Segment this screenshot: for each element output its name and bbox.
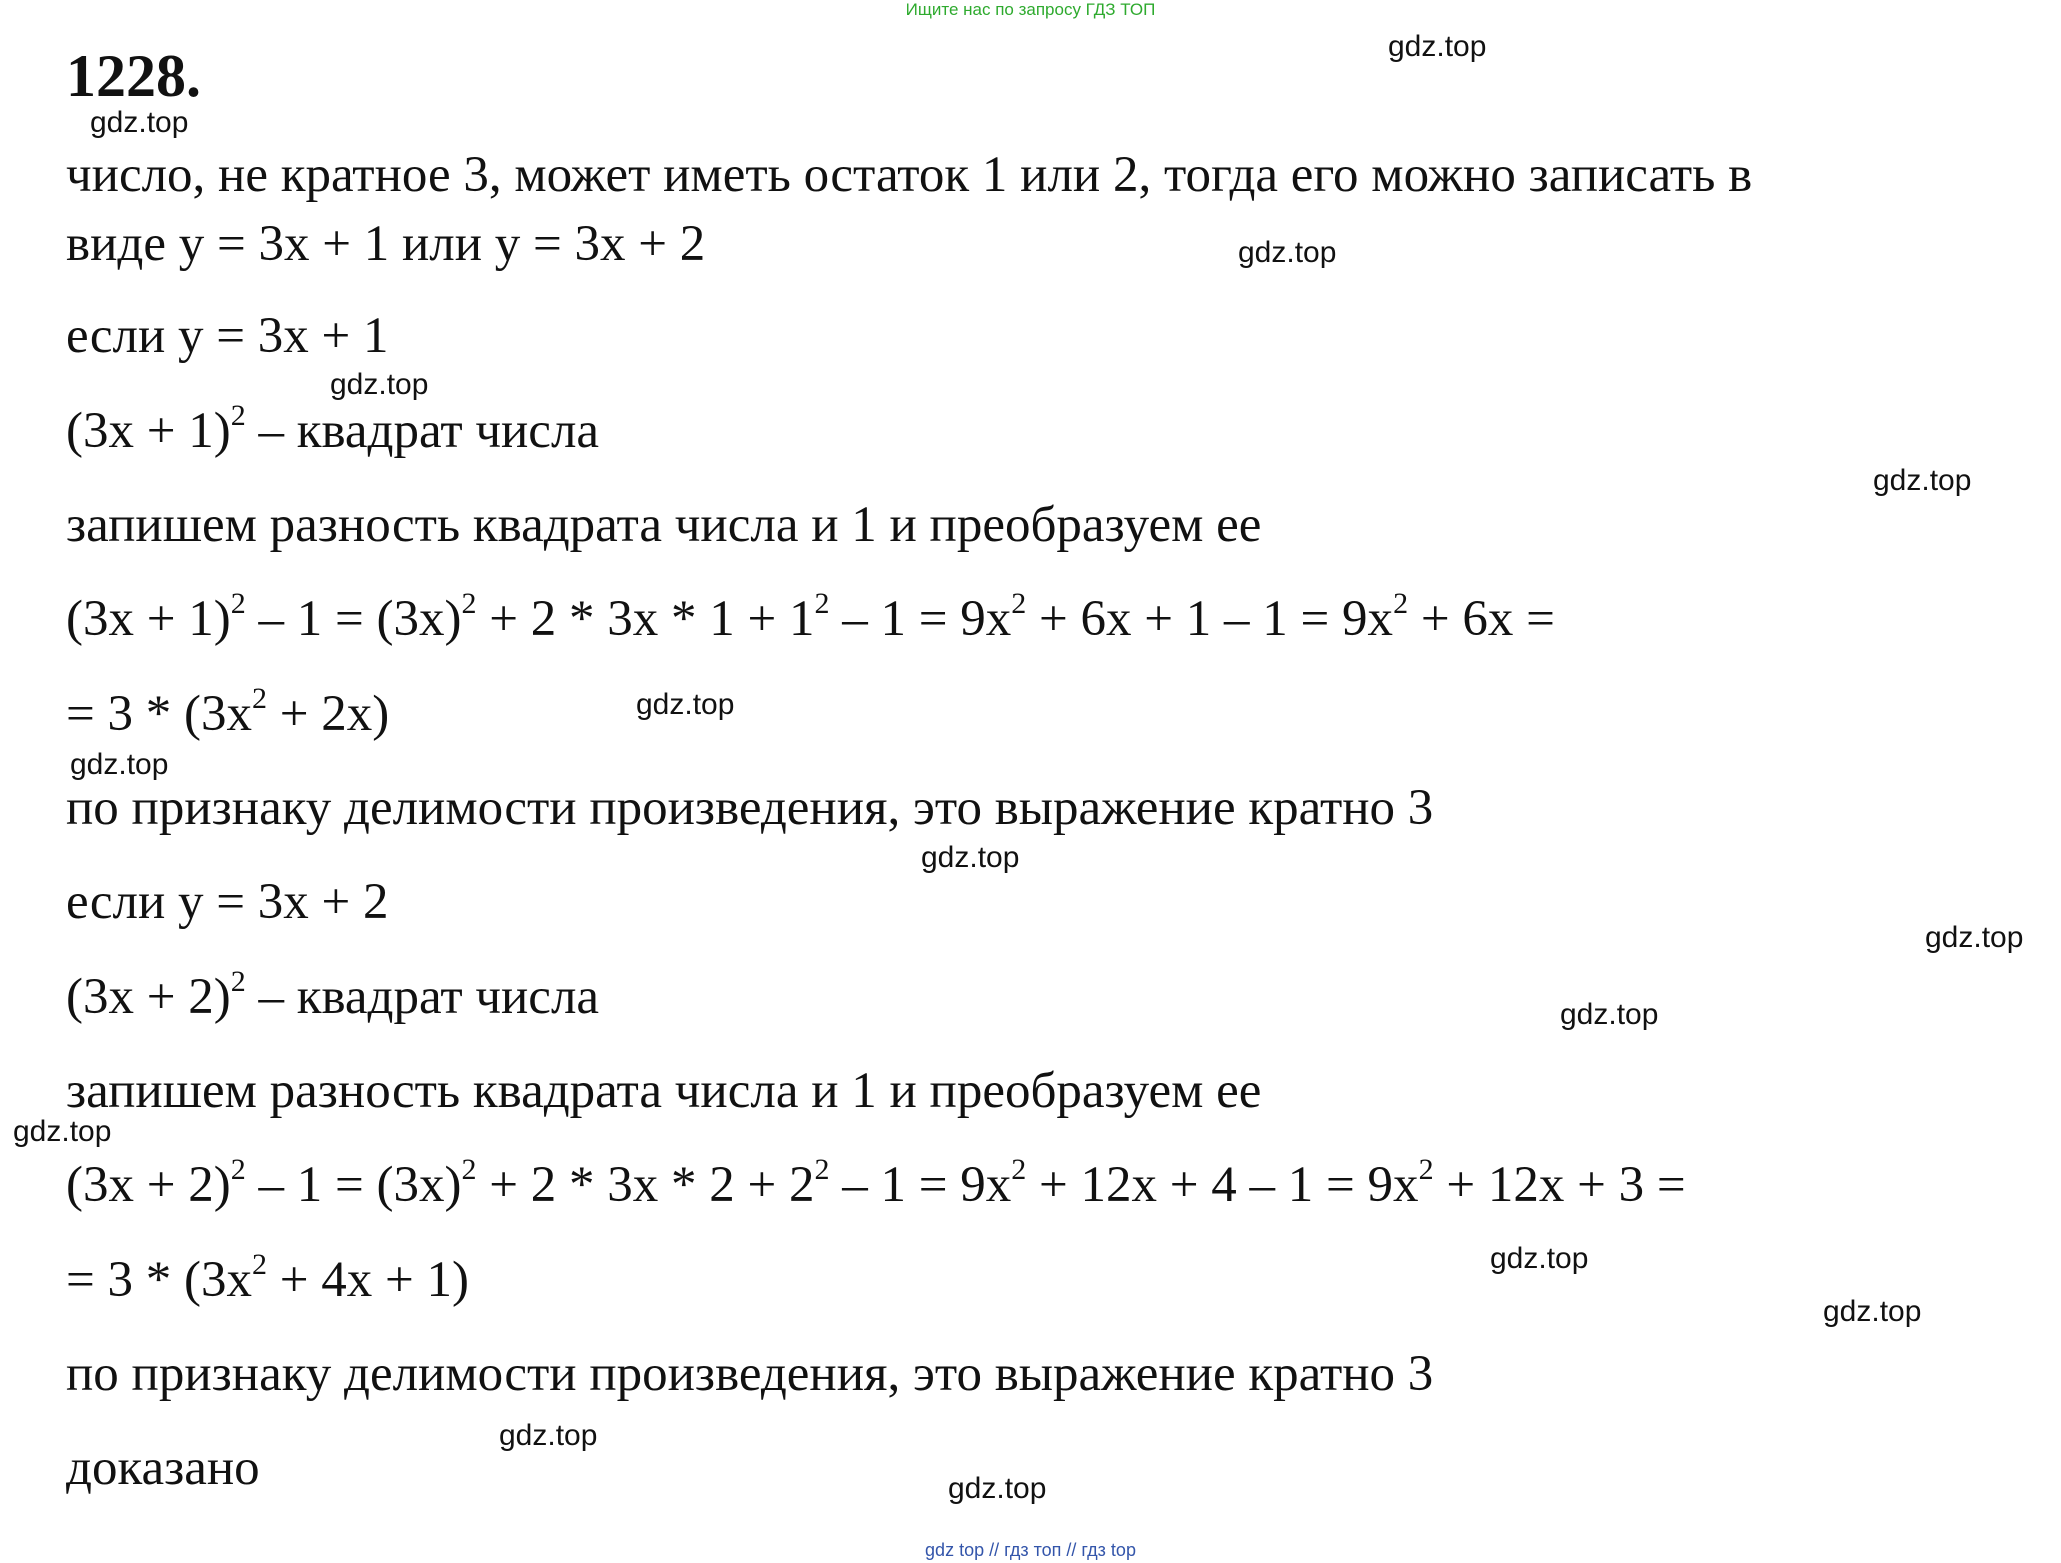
eq-part: = 3 * (3x (66, 686, 252, 742)
watermark: gdz.top (90, 106, 189, 139)
square-base: (3x + 2) (66, 969, 231, 1025)
eq-part: – 1 = 9x (829, 1157, 1012, 1213)
text-line-7: если y = 3x + 2 (66, 874, 389, 930)
watermark: gdz.top (1560, 998, 1659, 1031)
text-line-3: если y = 3x + 1 (66, 308, 389, 364)
problem-number: 1228. (66, 43, 201, 109)
exponent: 2 (230, 399, 246, 432)
watermark: gdz.top (1925, 921, 2024, 954)
text-line-5: запишем разность квадрата числа и 1 и преобразуем ее (66, 497, 1262, 553)
exponent: 2 (461, 587, 477, 620)
eq-part: (3x + 2) (66, 1157, 231, 1213)
text-line-9: запишем разность квадрата числа и 1 и преобразуем ее (66, 1063, 1262, 1119)
square-label: – квадрат числа (258, 969, 600, 1025)
exponent: 2 (1011, 587, 1027, 620)
exponent: 2 (1418, 1153, 1434, 1186)
header-banner: Ищите нас по запросу ГДЗ ТОП (905, 0, 1156, 19)
square-line-2 (66, 965, 600, 1025)
eq-part: + 12x + 3 = (1433, 1157, 1686, 1213)
equation-2-cont (66, 1248, 470, 1308)
watermark: gdz.top (921, 841, 1020, 874)
eq-part: + 6x + 1 – 1 = 9x (1026, 591, 1394, 647)
eq-part: – 1 = (3x) (245, 1157, 462, 1213)
watermark: gdz.top (1823, 1295, 1922, 1328)
watermark: gdz.top (948, 1472, 1047, 1505)
exponent: 2 (252, 1248, 267, 1281)
watermark: gdz.top (636, 688, 735, 721)
eq-part: – 1 = 9x (829, 591, 1012, 647)
eq-part: + 2 * 3x * 2 + 2 (476, 1157, 815, 1213)
watermark: gdz.top (330, 368, 429, 401)
footer-banner: gdz top // гдз топ // гдз top (925, 1540, 1136, 1560)
eq-part: (3x + 1) (66, 591, 231, 647)
exponent: 2 (814, 1153, 830, 1186)
eq-part: – 1 = (3x) (245, 591, 462, 647)
exponent: 2 (814, 587, 830, 620)
text-line-1: число, не кратное 3, может иметь остаток 1 или 2, тогда его можно записать в (66, 147, 1753, 203)
square-base: (3x + 1) (66, 403, 231, 459)
watermark: gdz.top (13, 1115, 112, 1148)
watermark: gdz.top (1388, 30, 1487, 63)
text-line-2: виде y = 3x + 1 или y = 3x + 2 (66, 216, 706, 272)
equation-1 (66, 587, 1555, 647)
exponent: 2 (230, 965, 246, 998)
eq-part: + 6x = (1408, 591, 1555, 647)
watermark: gdz.top (1490, 1242, 1589, 1275)
watermark: gdz.top (1873, 464, 1972, 497)
exponent: 2 (230, 1153, 246, 1186)
equation-2 (66, 1153, 1686, 1213)
watermark: gdz.top (499, 1419, 598, 1452)
watermark: gdz.top (1238, 236, 1337, 269)
eq-part: = 3 * (3x (66, 1252, 252, 1308)
text-line-6: по признаку делимости произведения, это выражение кратно 3 (66, 780, 1434, 836)
eq-part: + 2 * 3x * 1 + 1 (476, 591, 815, 647)
eq-part: + 2x) (267, 686, 390, 742)
square-line-1 (66, 399, 600, 459)
exponent: 2 (461, 1153, 477, 1186)
text-line-10: по признаку делимости произведения, это выражение кратно 3 (66, 1346, 1434, 1402)
eq-part: + 4x + 1) (267, 1252, 470, 1308)
exponent: 2 (252, 682, 267, 715)
exponent: 2 (1011, 1153, 1027, 1186)
exponent: 2 (230, 587, 246, 620)
square-label: – квадрат числа (258, 403, 600, 459)
watermark: gdz.top (70, 748, 169, 781)
eq-part: + 12x + 4 – 1 = 9x (1026, 1157, 1419, 1213)
text-line-11: доказано (66, 1440, 260, 1496)
exponent: 2 (1393, 587, 1409, 620)
equation-1-cont (66, 682, 390, 742)
